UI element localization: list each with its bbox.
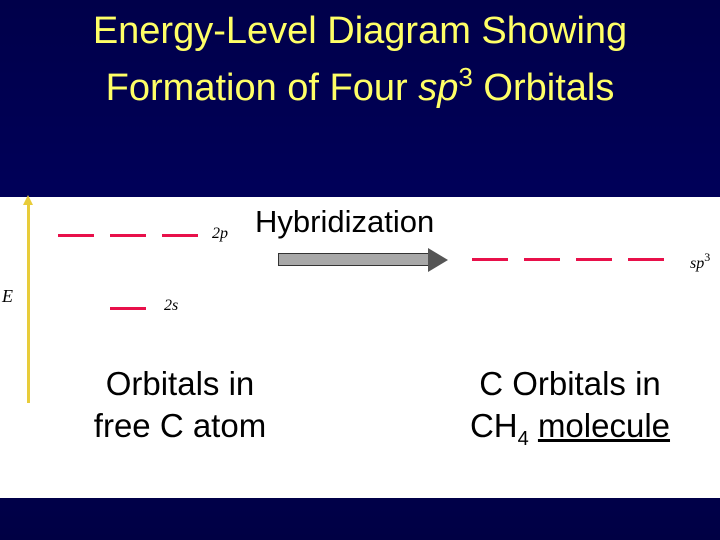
caption-formula: CH <box>469 407 518 444</box>
caption-molecule-line-2 <box>440 405 700 460</box>
level-2s <box>110 307 146 310</box>
level-2p-3 <box>162 234 198 237</box>
level-2p-2 <box>110 234 146 237</box>
level-2p-1 <box>58 234 94 237</box>
level-sp3-label <box>690 250 710 273</box>
title-line-2-prefix: Formation of Four <box>105 67 419 109</box>
caption-free-atom-line-1: Orbitals in <box>105 365 255 402</box>
caption-formula-subscript: 4 <box>517 428 529 450</box>
caption-molecule-word: molecule <box>537 407 671 444</box>
title-line-1: Energy-Level Diagram Showing <box>92 10 628 52</box>
level-2s-label <box>164 297 178 315</box>
level-sp3-1 <box>472 258 508 261</box>
caption-free-atom <box>52 363 308 447</box>
level-2p-label-text: 2p <box>212 225 228 242</box>
title-superscript: 3 <box>458 62 473 92</box>
level-sp3-4 <box>628 258 664 261</box>
energy-axis <box>27 200 30 403</box>
caption-molecule <box>440 363 700 460</box>
level-sp3-label-superscript: 3 <box>704 250 711 264</box>
level-sp3-3 <box>576 258 612 261</box>
title-line-2-suffix: Orbitals <box>472 67 615 109</box>
level-sp3-2 <box>524 258 560 261</box>
slide-title <box>0 8 720 111</box>
hybridization-arrow-head <box>428 248 448 272</box>
caption-free-atom-line-2: free C atom <box>93 407 267 444</box>
caption-molecule-line-1: C Orbitals in <box>479 365 661 402</box>
energy-axis-label: E <box>2 286 13 306</box>
level-sp3-label-base: sp <box>690 255 705 272</box>
energy-axis-arrowhead <box>23 195 33 205</box>
hybridization-arrow-body <box>278 253 430 266</box>
level-2p-label <box>212 225 228 243</box>
level-2s-label-text: 2s <box>164 297 179 314</box>
hybridization-label: Hybridization <box>255 204 435 239</box>
title-orbital: sp <box>418 67 459 109</box>
title-line-2 <box>0 54 720 111</box>
